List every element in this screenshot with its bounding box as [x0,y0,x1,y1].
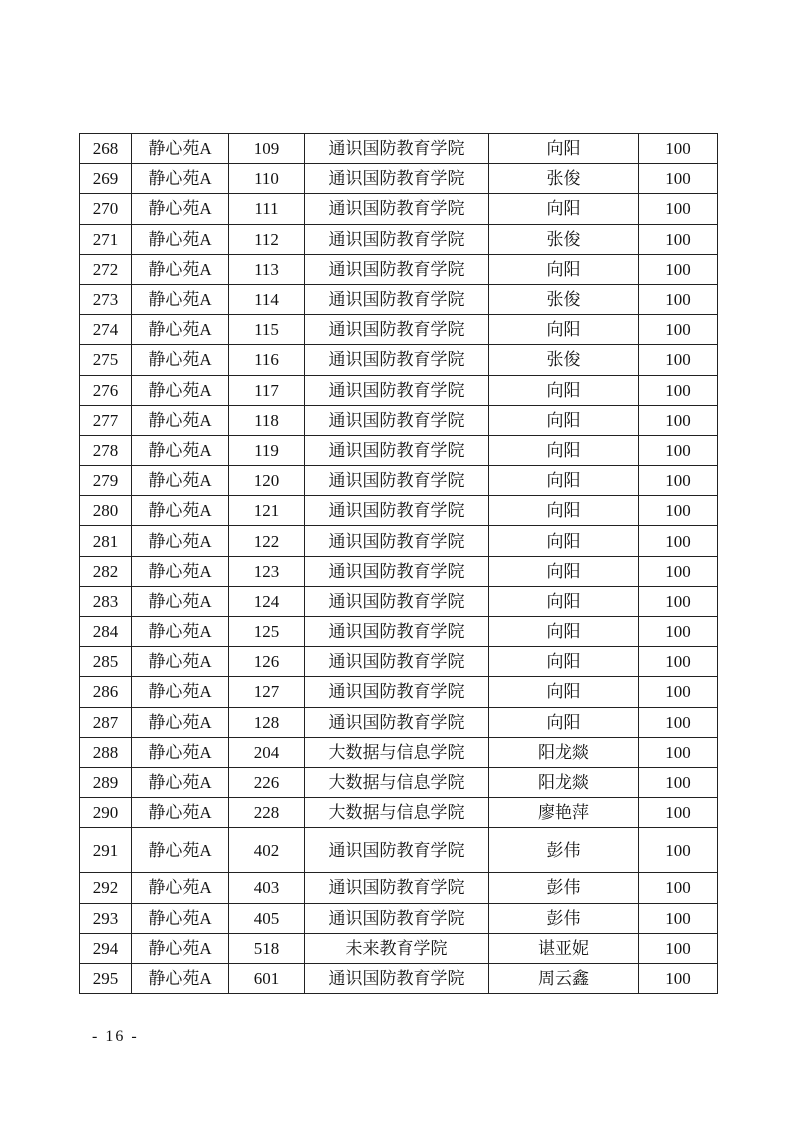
cell-building: 静心苑A [132,586,229,616]
cell-room: 204 [229,737,305,767]
cell-building: 静心苑A [132,903,229,933]
cell-score: 100 [639,586,718,616]
cell-number: 282 [80,556,132,586]
cell-score: 100 [639,194,718,224]
cell-person: 向阳 [489,405,639,435]
cell-score: 100 [639,164,718,194]
cell-score: 100 [639,466,718,496]
cell-college: 未来教育学院 [305,933,489,963]
cell-college: 通识国防教育学院 [305,315,489,345]
cell-score: 100 [639,134,718,164]
cell-number: 281 [80,526,132,556]
cell-number: 294 [80,933,132,963]
table-row [80,466,718,496]
cell-college: 通识国防教育学院 [305,405,489,435]
cell-score: 100 [639,617,718,647]
cell-building: 静心苑A [132,284,229,314]
cell-score: 100 [639,737,718,767]
cell-score: 100 [639,375,718,405]
cell-number: 271 [80,224,132,254]
cell-college: 通识国防教育学院 [305,435,489,465]
cell-building: 静心苑A [132,254,229,284]
cell-room: 228 [229,798,305,828]
cell-score: 100 [639,345,718,375]
cell-room: 125 [229,617,305,647]
cell-person: 阳龙燚 [489,767,639,797]
cell-room: 111 [229,194,305,224]
table-row [80,375,718,405]
cell-building: 静心苑A [132,375,229,405]
cell-score: 100 [639,933,718,963]
cell-college: 通识国防教育学院 [305,677,489,707]
cell-room: 226 [229,767,305,797]
cell-room: 118 [229,405,305,435]
cell-college: 通识国防教育学院 [305,284,489,314]
cell-person: 向阳 [489,707,639,737]
cell-score: 100 [639,647,718,677]
cell-number: 270 [80,194,132,224]
cell-number: 284 [80,617,132,647]
cell-number: 278 [80,435,132,465]
cell-college: 通识国防教育学院 [305,617,489,647]
cell-room: 109 [229,134,305,164]
cell-college: 通识国防教育学院 [305,707,489,737]
cell-score: 100 [639,767,718,797]
cell-building: 静心苑A [132,707,229,737]
cell-person: 张俊 [489,164,639,194]
cell-room: 115 [229,315,305,345]
table-row [80,677,718,707]
table-row [80,526,718,556]
page-number: - 16 - [92,1028,139,1045]
cell-building: 静心苑A [132,405,229,435]
cell-building: 静心苑A [132,345,229,375]
cell-building: 静心苑A [132,873,229,903]
cell-college: 通识国防教育学院 [305,254,489,284]
cell-room: 403 [229,873,305,903]
cell-room: 113 [229,254,305,284]
cell-college: 通识国防教育学院 [305,345,489,375]
table-row [80,284,718,314]
cell-score: 100 [639,903,718,933]
table-body [80,134,718,994]
cell-college: 通识国防教育学院 [305,873,489,903]
table-row [80,345,718,375]
cell-number: 293 [80,903,132,933]
dormitory-score-table [79,133,718,994]
cell-number: 288 [80,737,132,767]
cell-building: 静心苑A [132,224,229,254]
cell-building: 静心苑A [132,134,229,164]
cell-college: 通识国防教育学院 [305,224,489,254]
table-row [80,873,718,903]
cell-person: 向阳 [489,526,639,556]
cell-number: 283 [80,586,132,616]
cell-college: 通识国防教育学院 [305,963,489,993]
cell-room: 126 [229,647,305,677]
table-row [80,435,718,465]
cell-score: 100 [639,284,718,314]
cell-room: 122 [229,526,305,556]
cell-score: 100 [639,677,718,707]
cell-person: 向阳 [489,586,639,616]
cell-person: 阳龙燚 [489,737,639,767]
table-row [80,405,718,435]
table-row [80,737,718,767]
cell-person: 张俊 [489,224,639,254]
table-row [80,134,718,164]
cell-room: 124 [229,586,305,616]
cell-building: 静心苑A [132,677,229,707]
cell-building: 静心苑A [132,435,229,465]
cell-college: 通识国防教育学院 [305,134,489,164]
cell-person: 向阳 [489,194,639,224]
cell-building: 静心苑A [132,798,229,828]
cell-college: 通识国防教育学院 [305,375,489,405]
cell-number: 272 [80,254,132,284]
table-row [80,496,718,526]
cell-number: 295 [80,963,132,993]
cell-building: 静心苑A [132,963,229,993]
cell-number: 273 [80,284,132,314]
cell-room: 402 [229,828,305,873]
cell-number: 276 [80,375,132,405]
cell-room: 601 [229,963,305,993]
cell-building: 静心苑A [132,828,229,873]
cell-number: 277 [80,405,132,435]
cell-college: 大数据与信息学院 [305,767,489,797]
cell-number: 286 [80,677,132,707]
table-row [80,798,718,828]
cell-room: 116 [229,345,305,375]
cell-score: 100 [639,798,718,828]
cell-number: 285 [80,647,132,677]
cell-person: 向阳 [489,496,639,526]
cell-building: 静心苑A [132,466,229,496]
cell-score: 100 [639,556,718,586]
cell-number: 268 [80,134,132,164]
cell-college: 通识国防教育学院 [305,556,489,586]
cell-person: 向阳 [489,254,639,284]
cell-number: 292 [80,873,132,903]
cell-building: 静心苑A [132,315,229,345]
cell-score: 100 [639,405,718,435]
cell-room: 119 [229,435,305,465]
cell-building: 静心苑A [132,617,229,647]
cell-person: 向阳 [489,315,639,345]
cell-person: 向阳 [489,435,639,465]
cell-score: 100 [639,963,718,993]
cell-building: 静心苑A [132,933,229,963]
table-row [80,617,718,647]
cell-score: 100 [639,873,718,903]
cell-room: 518 [229,933,305,963]
table-row [80,254,718,284]
cell-college: 通识国防教育学院 [305,586,489,616]
cell-number: 279 [80,466,132,496]
table-row [80,903,718,933]
cell-number: 275 [80,345,132,375]
table-row [80,164,718,194]
cell-person: 彭伟 [489,903,639,933]
cell-room: 110 [229,164,305,194]
cell-room: 117 [229,375,305,405]
cell-score: 100 [639,224,718,254]
cell-college: 通识国防教育学院 [305,903,489,933]
table-row [80,224,718,254]
cell-building: 静心苑A [132,164,229,194]
cell-building: 静心苑A [132,496,229,526]
table-row [80,315,718,345]
cell-room: 127 [229,677,305,707]
cell-college: 通识国防教育学院 [305,194,489,224]
cell-person: 周云鑫 [489,963,639,993]
cell-building: 静心苑A [132,767,229,797]
cell-score: 100 [639,828,718,873]
cell-person: 廖艳萍 [489,798,639,828]
cell-score: 100 [639,435,718,465]
cell-room: 405 [229,903,305,933]
cell-score: 100 [639,254,718,284]
cell-building: 静心苑A [132,737,229,767]
cell-person: 向阳 [489,556,639,586]
cell-score: 100 [639,496,718,526]
cell-person: 彭伟 [489,828,639,873]
table-row [80,933,718,963]
cell-score: 100 [639,315,718,345]
cell-person: 向阳 [489,647,639,677]
cell-number: 280 [80,496,132,526]
cell-building: 静心苑A [132,526,229,556]
cell-college: 通识国防教育学院 [305,496,489,526]
cell-number: 274 [80,315,132,345]
cell-room: 120 [229,466,305,496]
cell-person: 向阳 [489,677,639,707]
table-row [80,767,718,797]
cell-college: 通识国防教育学院 [305,647,489,677]
cell-room: 128 [229,707,305,737]
cell-person: 彭伟 [489,873,639,903]
cell-college: 通识国防教育学院 [305,164,489,194]
cell-number: 287 [80,707,132,737]
cell-number: 290 [80,798,132,828]
cell-building: 静心苑A [132,556,229,586]
table-row [80,586,718,616]
cell-person: 张俊 [489,345,639,375]
table-row [80,707,718,737]
table-row [80,963,718,993]
table-row [80,556,718,586]
cell-building: 静心苑A [132,647,229,677]
cell-number: 269 [80,164,132,194]
cell-person: 向阳 [489,466,639,496]
cell-person: 谌亚妮 [489,933,639,963]
cell-number: 291 [80,828,132,873]
table-row [80,828,718,873]
cell-room: 121 [229,496,305,526]
cell-room: 114 [229,284,305,314]
cell-score: 100 [639,707,718,737]
cell-college: 大数据与信息学院 [305,798,489,828]
cell-building: 静心苑A [132,194,229,224]
cell-college: 通识国防教育学院 [305,526,489,556]
cell-college: 大数据与信息学院 [305,737,489,767]
cell-person: 向阳 [489,375,639,405]
table-row [80,194,718,224]
cell-college: 通识国防教育学院 [305,466,489,496]
table-row [80,647,718,677]
cell-person: 张俊 [489,284,639,314]
cell-room: 123 [229,556,305,586]
cell-person: 向阳 [489,617,639,647]
cell-college: 通识国防教育学院 [305,828,489,873]
cell-number: 289 [80,767,132,797]
cell-score: 100 [639,526,718,556]
cell-person: 向阳 [489,134,639,164]
cell-room: 112 [229,224,305,254]
